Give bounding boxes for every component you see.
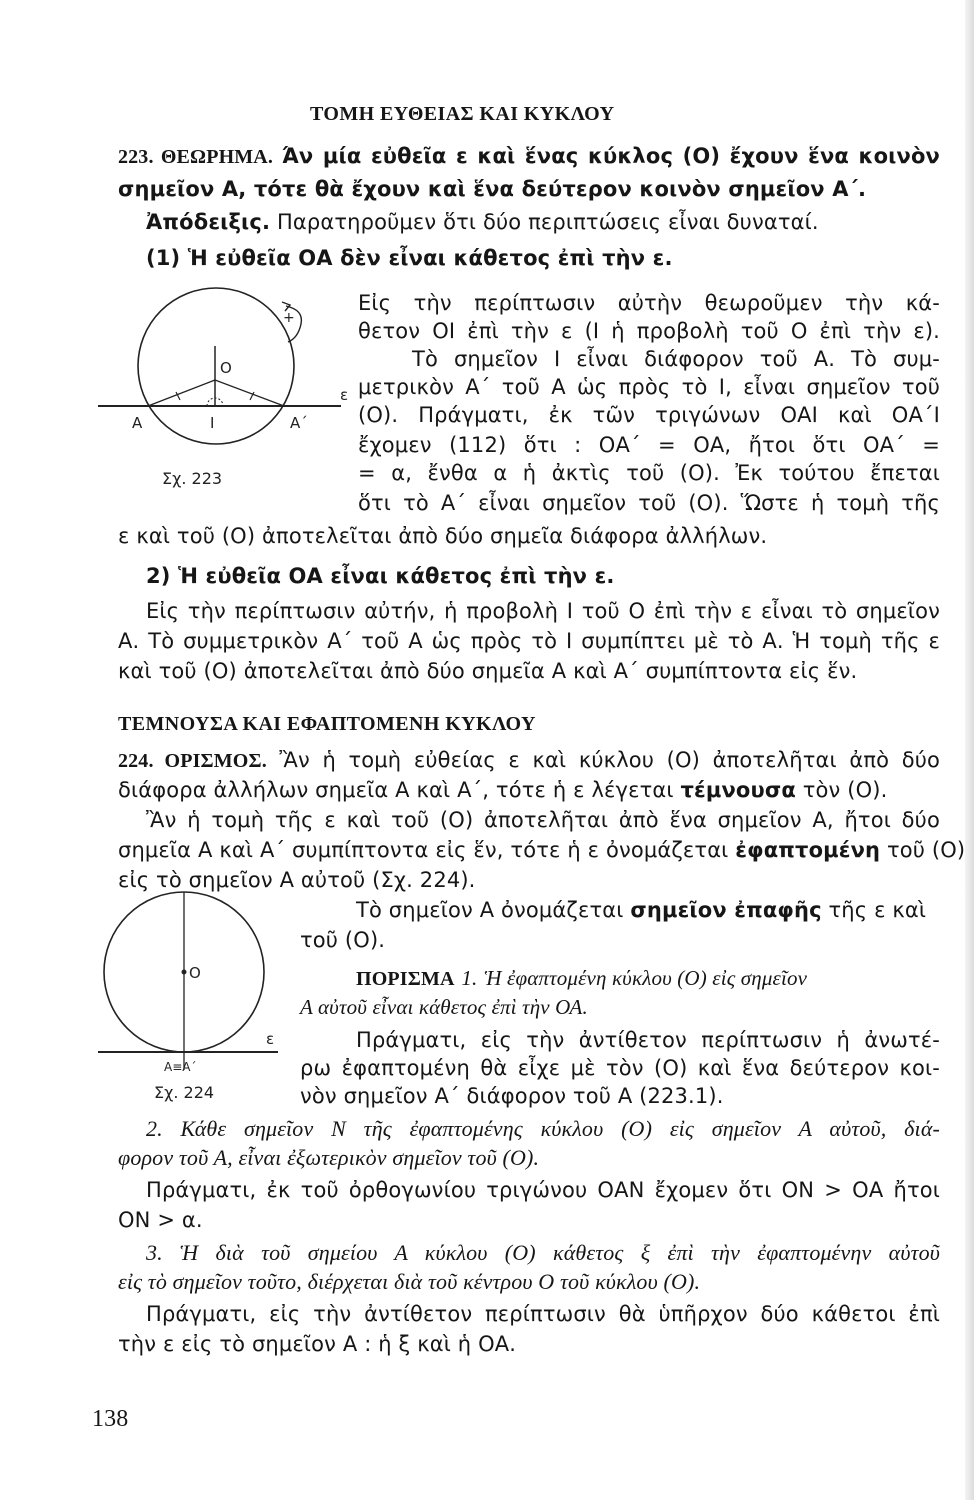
case-1-heading: (1) Ἡ εὐθεῖα ΟΑ δὲν εἶναι κάθετος ἐπὶ τὴν ε.	[146, 246, 673, 270]
theorem-line-1	[118, 142, 940, 171]
case-1-line-5: (Ο). Πράγματι, ἐκ τῶν τριγώνων ΟΑΙ καὶ ΟΑ΄Ι	[358, 403, 940, 427]
definition-line-6-post: τῆς ε καὶ	[821, 898, 927, 922]
figure-224-label-AA: Α≡Α΄	[164, 1060, 197, 1074]
figure-224-label-O: Ο	[189, 964, 201, 982]
case-2-heading: 2) Ἡ εὐθεῖα ΟΑ εἶναι κάθετος ἐπὶ τὴν ε.	[146, 564, 615, 588]
case-1-line-7: = α, ἔνθα α ἡ ἀκτὶς τοῦ (Ο). Ἐκ τούτου ἔπεται	[358, 461, 940, 485]
term-contact-point: σημεῖον ἐπαφῆς	[630, 898, 822, 922]
term-secant: τέμνουσα	[680, 778, 796, 802]
corollary-1-number: 1.	[461, 966, 478, 990]
proof-intro-line	[146, 208, 819, 236]
case-1-line-4: μετρικὸν Α΄ τοῦ Α ὡς πρὸς τὸ Ι, εἶναι σημεῖον τοῦ	[358, 375, 940, 399]
figure-223-label-A: Α	[132, 414, 143, 432]
definition-text-1: Ἂν ἡ τομὴ εὐθείας ε καὶ κύκλου (Ο) ἀποτελῆται ἀπὸ δύο	[279, 748, 940, 772]
figure-223-label-e: ε	[340, 386, 349, 404]
definition-line-2-pre: διάφορα ἀλλήλων σημεῖα Α καὶ Α΄, τότε ἡ ε λέγεται	[118, 778, 681, 802]
figure-223	[96, 280, 356, 495]
definition-line-6	[356, 896, 926, 924]
segment-OA	[148, 380, 215, 406]
corollary-2-line-1: 2. Κάθε σημεῖον Ν τῆς ἐφαπτομένης κύκλου (Ο) εἰς σημεῖον Α αὐτοῦ, διά-	[146, 1116, 940, 1141]
circle-O	[138, 288, 294, 444]
case-1-line-8: ὅτι τὸ Α΄ εἶναι σημεῖον τοῦ (Ο). Ὥστε ἡ τομὴ τῆς	[358, 491, 940, 515]
corollary-label: ΠΟΡΙΣΜΑ	[356, 968, 455, 990]
corollary-3-proof-1: Πράγματι, εἰς τὴν ἀντίθετον περίπτωσιν θὰ ὑπῆρχον δύο κάθετοι ἐπὶ	[146, 1302, 940, 1326]
proof-intro-text: Παρατηροῦμεν ὅτι δύο περιπτώσεις εἶναι δυναταί.	[276, 210, 819, 234]
definition-line-4	[118, 836, 965, 864]
corollary-1-proof-2: ρω ἐφαπτομένη θὰ εἶχε μὲ τὸν (Ο) καὶ ἕνα δεύτερον κοι-	[300, 1056, 940, 1080]
figure-224-caption: Σχ. 224	[154, 1083, 215, 1102]
case-1-line-2: θετον ΟΙ ἐπὶ τὴν ε (Ι ἡ προβολὴ τοῦ Ο ἐπὶ τὴν ε).	[358, 319, 940, 343]
figure-224	[92, 890, 302, 1115]
case-1-last-line: ε καὶ τοῦ (Ο) ἀποτελεῖται ἀπὸ δύο σημεῖα διάφορα ἀλλήλων.	[118, 524, 768, 548]
theorem-line-2: σημεῖον Α, τότε θὰ ἔχουν καὶ ἕνα δεύτερον κοινὸν σημεῖον Α΄.	[118, 177, 867, 201]
section-heading: ΤΟΜΗ ΕΥΘΕΙΑΣ ΚΑΙ ΚΥΚΛΟΥ	[310, 103, 615, 125]
case-2-line-2: Α. Τὸ συμμετρικὸν Α΄ τοῦ Α ὡς πρὸς τὸ Ι συμπίπτει μὲ τὸ Α. Ἡ τομὴ τῆς ε	[118, 629, 940, 653]
corollary-1-proof-1: Πράγματι, εἰς τὴν ἀντίθετον περίπτωσιν ἡ ἀνωτέ-	[356, 1028, 940, 1052]
case-2-line-1: Εἰς τὴν περίπτωσιν αὐτήν, ἡ προβολὴ Ι τοῦ Ο ἐπὶ τὴν ε εἶναι τὸ σημεῖον	[146, 599, 940, 623]
theorem-label: 223. ΘΕΩΡΗΜΑ.	[118, 146, 274, 168]
case-1-line-1: Εἰς τὴν περίπτωσιν αὐτὴν θεωροῦμεν τὴν κά-	[358, 291, 940, 315]
corollary-2-proof-2: ΟΝ > α.	[118, 1208, 203, 1232]
corollary-2-line-2: φορον τοῦ Α, εἶναι ἐξωτερικὸν σημεῖον τοῦ (Ο).	[118, 1145, 540, 1170]
segment-OA-prime	[215, 380, 284, 406]
corollary-3-proof-2: τὴν ε εἰς τὸ σημεῖον Α : ἡ ξ καὶ ἡ ΟΑ.	[118, 1332, 517, 1356]
definition-line-4-pre: σημεῖα Α καὶ Α΄ συμπίπτοντα εἰς ἕν, τότε ἡ ε ὀνομάζεται	[118, 838, 736, 862]
definition-line-6-pre: Τὸ σημεῖον Α ὀνομάζεται	[356, 898, 631, 922]
definition-line-3: Ἂν ἡ τομὴ τῆς ε καὶ τοῦ (Ο) ἀποτελῆται ἀπὸ ἕνα σημεῖον Α, ἤτοι δύο	[146, 808, 940, 832]
corollary-2-proof-1: Πράγματι, ἐκ τοῦ ὀρθογωνίου τριγώνου ΟΑΝ ἔχομεν ὅτι ΟΝ > ΟΑ ἤτοι	[146, 1178, 940, 1202]
figure-223-caption: Σχ. 223	[162, 469, 223, 488]
case-1-line-6: ἔχομεν (112) ὅτι : ΟΑ΄ = ΟΑ, ἤτοι ὅτι ΟΑ΄ =	[358, 433, 940, 457]
figure-223-label-A-prime: Α΄	[290, 414, 308, 432]
figure-224-label-e: ε	[266, 1030, 275, 1048]
figure-223-plus: +	[283, 310, 295, 326]
corollary-3-line-2: εἰς τὸ σημεῖον τοῦτο, διέρχεται διὰ τοῦ κέντρου Ο τοῦ κύκλου (Ο).	[118, 1269, 701, 1294]
definition-line-5: εἰς τὸ σημεῖον Α αὐτοῦ (Σχ. 224).	[118, 868, 476, 892]
center-point	[182, 970, 187, 975]
definition-line-2-post: τὸν (Ο).	[795, 778, 888, 802]
figure-223-label-I: Ι	[210, 414, 215, 432]
corollary-3-line-1: 3. Ἡ διὰ τοῦ σημείου Α κύκλου (Ο) κάθετος ξ ἐπὶ τὴν ἐφαπτομένην αὐτοῦ	[146, 1240, 940, 1265]
definition-line-4-post: τοῦ (Ο)	[880, 838, 966, 862]
page-edge-shadow	[965, 0, 974, 1500]
case-1-line-3: Τὸ σημεῖον Ι εἶναι διάφορον τοῦ Α. Τὸ συμ-	[412, 347, 940, 371]
definition-line-7: τοῦ (Ο).	[300, 928, 386, 952]
definition-line-2	[118, 776, 887, 804]
corollary-1-line-1	[356, 964, 807, 993]
theorem-text-1: Άν μία εὐθεῖα ε καὶ ἕνας κύκλος (Ο) ἔχουν ἕνα κοινὸν	[281, 144, 940, 168]
figure-223-label-O: Ο	[220, 359, 232, 377]
proof-label: Ἀπόδειξις.	[146, 210, 271, 234]
term-tangent: ἐφαπτομένη	[735, 838, 881, 862]
corollary-1-text-a: Ἡ ἐφαπτομένη κύκλου (Ο) εἰς σημεῖον	[484, 966, 808, 990]
definition-line-1	[118, 746, 940, 775]
corollary-1-line-2: Α αὐτοῦ εἶναι κάθετος ἐπὶ τὴν ΟΑ.	[300, 995, 588, 1019]
page-number: 138	[92, 1406, 129, 1432]
case-2-line-3: καὶ τοῦ (Ο) ἀποτελεῖται ἀπὸ δύο σημεῖα Α καὶ Α΄ συμπίπτοντα εἰς ἕν.	[118, 659, 858, 683]
section-heading-2: ΤΕΜΝΟΥΣΑ ΚΑΙ ΕΦΑΠΤΟΜΕΝΗ ΚΥΚΛΟΥ	[118, 713, 536, 735]
corollary-1-proof-3: νὸν σημεῖον Α΄ διάφορον τοῦ Α (223.1).	[300, 1084, 724, 1108]
definition-label: 224. ΟΡΙΣΜΟΣ.	[118, 750, 267, 772]
